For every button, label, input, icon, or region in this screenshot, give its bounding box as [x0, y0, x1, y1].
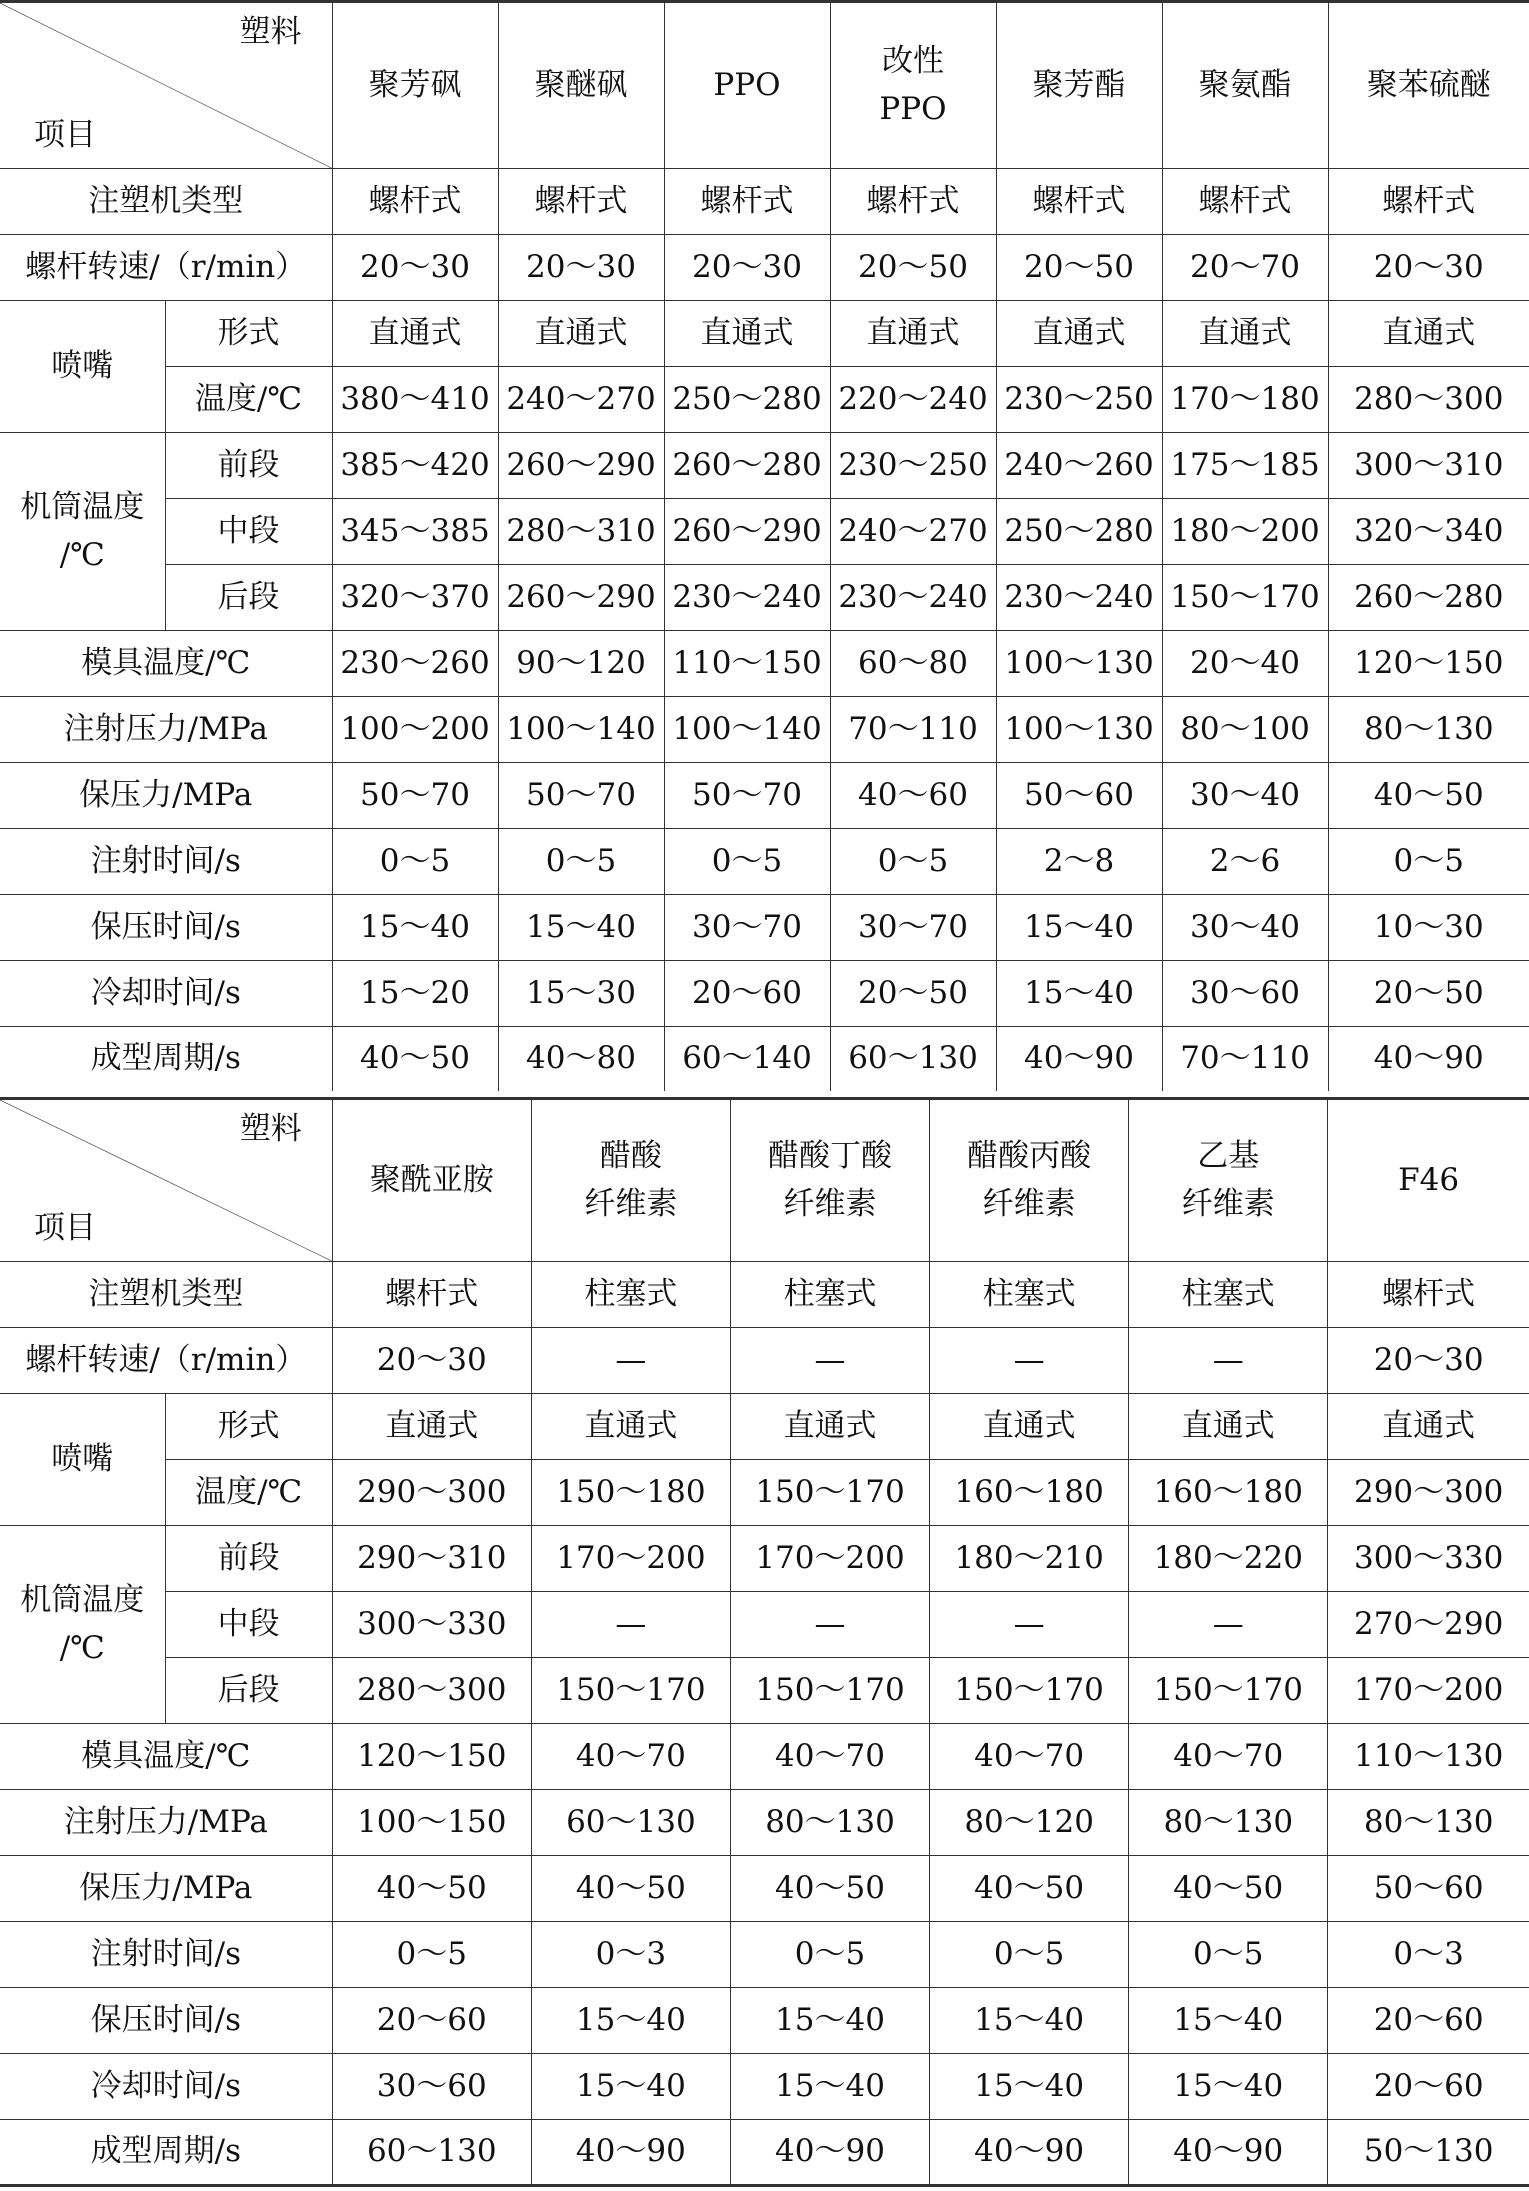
row-label: 冷却时间/s — [0, 2054, 332, 2120]
table-cell: 40～80 — [498, 1027, 664, 1093]
table-cell: 230～240 — [830, 565, 996, 631]
table-cell: 110～150 — [664, 631, 830, 697]
column-header-line1: 醋酸 — [599, 1137, 662, 1174]
table-cell: 15～40 — [1129, 1988, 1328, 2054]
table-cell: 385～420 — [332, 433, 498, 499]
table-cell: 150～170 — [730, 1460, 929, 1526]
table-cell: 直通式 — [930, 1394, 1129, 1460]
row-injection-pressure — [0, 697, 1529, 763]
row-nozzle-form — [0, 301, 1529, 367]
column-header-line1: 醋酸丁酸 — [768, 1137, 892, 1174]
table-cell: 15～40 — [332, 895, 498, 961]
table-cell: 160～180 — [1129, 1460, 1328, 1526]
column-header-line1: 醋酸丙酸 — [967, 1137, 1092, 1174]
table-cell: — — [531, 1328, 730, 1394]
table-cell: 20～30 — [1328, 235, 1529, 301]
row-nozzle-form — [0, 1394, 1529, 1460]
table-cell: 175～185 — [1162, 433, 1328, 499]
table-cell: 30～70 — [664, 895, 830, 961]
table-cell: 30～60 — [1162, 961, 1328, 1027]
table-cell: 螺杆式 — [1328, 1262, 1529, 1328]
table-cell: 150～170 — [730, 1658, 929, 1724]
sub-row-label: 中段 — [165, 499, 332, 565]
group-label-barrel — [0, 433, 165, 631]
table-cell: 直通式 — [730, 1394, 929, 1460]
table-cell: — — [1129, 1328, 1328, 1394]
column-header-line1: 聚芳砜 — [368, 66, 462, 103]
table-cell: 30～60 — [332, 2054, 531, 2120]
row-label: 注塑机类型 — [0, 1262, 332, 1328]
table-cell: 40～50 — [930, 1856, 1129, 1922]
corner-item-label: 项目 — [34, 1210, 96, 1247]
table-cell: 0～5 — [930, 1922, 1129, 1988]
table-cell: 40～90 — [996, 1027, 1162, 1093]
header-corner — [0, 1099, 332, 1262]
table-cell: 30～40 — [1162, 895, 1328, 961]
header-corner — [0, 2, 332, 169]
table-cell: 150～170 — [531, 1658, 730, 1724]
table-cell: 15～40 — [730, 2054, 929, 2120]
table-cell: 0～3 — [531, 1922, 730, 1988]
sub-row-label: 前段 — [165, 1526, 332, 1592]
table-cell: 230～260 — [332, 631, 498, 697]
column-header — [1328, 2, 1529, 169]
table-cell: 180～210 — [930, 1526, 1129, 1592]
row-screw-speed — [0, 235, 1529, 301]
row-barrel-front — [0, 1526, 1529, 1592]
table-cell: 50～70 — [664, 763, 830, 829]
corner-plastic-label: 塑料 — [239, 1111, 302, 1147]
table-cell: 230～250 — [996, 367, 1162, 433]
row-label: 注塑机类型 — [0, 169, 332, 235]
table-cell: 250～280 — [664, 367, 830, 433]
sub-row-label: 后段 — [165, 565, 332, 631]
table-cell: — — [531, 1592, 730, 1658]
corner-item-label: 项目 — [34, 117, 96, 154]
row-label: 注射时间/s — [0, 829, 332, 895]
table-cell: 15～40 — [996, 961, 1162, 1027]
row-label: 保压时间/s — [0, 895, 332, 961]
row-holding-time — [0, 895, 1529, 961]
table-cell: 直通式 — [332, 301, 498, 367]
table-cell: 100～140 — [498, 697, 664, 763]
row-label: 模具温度/℃ — [0, 631, 332, 697]
table-cell: 40～50 — [730, 1856, 929, 1922]
table-cell: 15～40 — [498, 895, 664, 961]
table-cell: 40～90 — [1328, 1027, 1529, 1093]
table-cell: 2～6 — [1162, 829, 1328, 895]
table-1 — [0, 0, 1529, 1094]
table-cell: 40～50 — [1328, 763, 1529, 829]
column-header — [332, 2, 498, 169]
row-barrel-rear — [0, 1658, 1529, 1724]
table-cell: 170～200 — [531, 1526, 730, 1592]
row-injection-time — [0, 1922, 1529, 1988]
table-cell: 0～5 — [830, 829, 996, 895]
table-cell: 80～130 — [1328, 697, 1529, 763]
table-cell: 0～5 — [664, 829, 830, 895]
column-header — [930, 1099, 1129, 1262]
table-cell: 直通式 — [1328, 301, 1529, 367]
row-barrel-front — [0, 433, 1529, 499]
group-label-line1: 机筒温度 — [20, 1581, 145, 1618]
row-nozzle-temp — [0, 367, 1529, 433]
column-header-line1: 聚醚砜 — [534, 66, 628, 103]
sub-row-label: 形式 — [165, 1394, 332, 1460]
table-cell: 70～110 — [1162, 1027, 1328, 1093]
column-header-line1: PPO — [713, 66, 781, 103]
table-cell: 螺杆式 — [332, 1262, 531, 1328]
column-header-line2: PPO — [879, 90, 947, 127]
column-header — [1162, 2, 1328, 169]
table-cell: 50～60 — [996, 763, 1162, 829]
table-cell: 100～130 — [996, 697, 1162, 763]
table-cell: 30～70 — [830, 895, 996, 961]
sub-row-label: 后段 — [165, 1658, 332, 1724]
table-cell: 柱塞式 — [531, 1262, 730, 1328]
table-cell: 240～270 — [498, 367, 664, 433]
column-header-line1: 聚芳酯 — [1032, 66, 1126, 103]
column-header-line1: 聚苯硫醚 — [1366, 66, 1491, 103]
table-cell: 40～50 — [531, 1856, 730, 1922]
row-label: 螺杆转速/（r/min） — [0, 235, 332, 301]
table-cell: 直通式 — [664, 301, 830, 367]
row-cooling-time — [0, 2054, 1529, 2120]
table-cell: 250～280 — [996, 499, 1162, 565]
row-mold-temp — [0, 631, 1529, 697]
table-cell: 150～180 — [531, 1460, 730, 1526]
table-cell: 20～50 — [830, 961, 996, 1027]
table-cell: 15～40 — [930, 2054, 1129, 2120]
column-header — [996, 2, 1162, 169]
table-cell: 260～290 — [664, 499, 830, 565]
row-label: 冷却时间/s — [0, 961, 332, 1027]
table-cell: 15～40 — [930, 1988, 1129, 2054]
table-cell: 100～150 — [332, 1790, 531, 1856]
table-cell: 15～40 — [531, 1988, 730, 2054]
table-cell: 50～60 — [1328, 1856, 1529, 1922]
header-row — [0, 2, 1529, 169]
table-cell: 70～110 — [830, 697, 996, 763]
table-cell: — — [730, 1592, 929, 1658]
row-label: 保压力/MPa — [0, 1856, 332, 1922]
row-cooling-time — [0, 961, 1529, 1027]
table-cell: 60～130 — [531, 1790, 730, 1856]
table-cell: 170～180 — [1162, 367, 1328, 433]
row-holding-pressure — [0, 763, 1529, 829]
table-cell: 90～120 — [498, 631, 664, 697]
table-2 — [0, 1097, 1529, 2187]
table-cell: 直通式 — [996, 301, 1162, 367]
table-cell: 直通式 — [332, 1394, 531, 1460]
row-machine-type — [0, 169, 1529, 235]
row-cycle-time — [0, 1027, 1529, 1093]
table-cell: 20～60 — [332, 1988, 531, 2054]
column-header — [664, 2, 830, 169]
table-cell: 0～5 — [332, 1922, 531, 1988]
sub-row-label: 温度/℃ — [165, 367, 332, 433]
table-cell: 0～5 — [1129, 1922, 1328, 1988]
row-barrel-rear — [0, 565, 1529, 631]
table-cell: 260～290 — [498, 433, 664, 499]
table-cell: 230～240 — [664, 565, 830, 631]
table-cell: 320～340 — [1328, 499, 1529, 565]
table-cell: 50～70 — [332, 763, 498, 829]
table-cell: 柱塞式 — [730, 1262, 929, 1328]
row-label: 注射压力/MPa — [0, 697, 332, 763]
table-cell: 320～370 — [332, 565, 498, 631]
table-cell: 柱塞式 — [930, 1262, 1129, 1328]
table-cell: 80～120 — [930, 1790, 1129, 1856]
table-cell: 直通式 — [1328, 1394, 1529, 1460]
table-cell: 40～70 — [730, 1724, 929, 1790]
table-cell: 20～30 — [1328, 1328, 1529, 1394]
header-row — [0, 1099, 1529, 1262]
table-cell: 110～130 — [1328, 1724, 1529, 1790]
table-cell: 螺杆式 — [1328, 169, 1529, 235]
column-header-line2: 纤维素 — [1181, 1185, 1275, 1222]
table-cell: 20～50 — [1328, 961, 1529, 1027]
table-cell: 80～130 — [1129, 1790, 1328, 1856]
table-cell: 20～60 — [664, 961, 830, 1027]
row-label: 保压时间/s — [0, 1988, 332, 2054]
table-cell: 直通式 — [531, 1394, 730, 1460]
sub-row-label: 形式 — [165, 301, 332, 367]
row-label: 注射压力/MPa — [0, 1790, 332, 1856]
table-cell: 180～220 — [1129, 1526, 1328, 1592]
table-cell: 直通式 — [1129, 1394, 1328, 1460]
table-cell: 螺杆式 — [830, 169, 996, 235]
row-holding-time — [0, 1988, 1529, 2054]
table-cell: 螺杆式 — [332, 169, 498, 235]
row-cycle-time — [0, 2120, 1529, 2186]
table-cell: 20～70 — [1162, 235, 1328, 301]
table-cell: 20～30 — [332, 235, 498, 301]
row-label: 成型周期/s — [0, 1027, 332, 1093]
table-cell: 150～170 — [1129, 1658, 1328, 1724]
table-cell: 80～100 — [1162, 697, 1328, 763]
table-cell: 螺杆式 — [996, 169, 1162, 235]
table-cell: 120～150 — [332, 1724, 531, 1790]
column-header — [1328, 1099, 1529, 1262]
table-cell: 15～20 — [332, 961, 498, 1027]
group-label-line1: 机筒温度 — [20, 488, 145, 525]
column-header-line1: 改性 — [882, 42, 944, 79]
sub-row-label: 温度/℃ — [165, 1460, 332, 1526]
table-cell: — — [1129, 1592, 1328, 1658]
table-cell: 直通式 — [1162, 301, 1328, 367]
table-cell: 170～200 — [730, 1526, 929, 1592]
table-cell: 100～130 — [996, 631, 1162, 697]
table-cell: 300～330 — [1328, 1526, 1529, 1592]
group-label-line2: /℃ — [59, 536, 105, 573]
table-cell: 20～40 — [1162, 631, 1328, 697]
column-header — [830, 2, 996, 169]
column-header — [730, 1099, 929, 1262]
column-header-line1: 聚酰亚胺 — [369, 1161, 494, 1198]
table-cell: 20～30 — [332, 1328, 531, 1394]
table-cell: 240～260 — [996, 433, 1162, 499]
table-cell: 40～60 — [830, 763, 996, 829]
table-cell: 20～30 — [498, 235, 664, 301]
table-cell: 直通式 — [830, 301, 996, 367]
row-machine-type — [0, 1262, 1529, 1328]
column-header-line2: 纤维素 — [783, 1185, 877, 1222]
table-cell: 60～130 — [332, 2120, 531, 2186]
row-injection-time — [0, 829, 1529, 895]
table-cell: 螺杆式 — [1162, 169, 1328, 235]
row-label: 模具温度/℃ — [0, 1724, 332, 1790]
table-cell: 40～70 — [930, 1724, 1129, 1790]
row-barrel-middle — [0, 499, 1529, 565]
table-cell: 260～280 — [1328, 565, 1529, 631]
table-cell: 10～30 — [1328, 895, 1529, 961]
column-header — [332, 1099, 531, 1262]
table-cell: 0～5 — [332, 829, 498, 895]
table-cell: 螺杆式 — [664, 169, 830, 235]
table-cell: 240～270 — [830, 499, 996, 565]
table-cell: 0～5 — [1328, 829, 1529, 895]
table-cell: 345～385 — [332, 499, 498, 565]
row-mold-temp — [0, 1724, 1529, 1790]
table-cell: 螺杆式 — [498, 169, 664, 235]
row-nozzle-temp — [0, 1460, 1529, 1526]
table-cell: 60～130 — [830, 1027, 996, 1093]
table-cell: 160～180 — [930, 1460, 1129, 1526]
table-cell: 100～200 — [332, 697, 498, 763]
table-cell: 0～5 — [730, 1922, 929, 1988]
table-cell: 120～150 — [1328, 631, 1529, 697]
table-cell: 20～60 — [1328, 1988, 1529, 2054]
group-label-nozzle: 喷嘴 — [0, 1394, 165, 1526]
table-cell: 80～130 — [1328, 1790, 1529, 1856]
table-cell: 270～290 — [1328, 1592, 1529, 1658]
table-cell: 15～40 — [1129, 2054, 1328, 2120]
row-label: 注射时间/s — [0, 1922, 332, 1988]
table-cell: 40～90 — [1129, 2120, 1328, 2186]
column-header-line2: 纤维素 — [584, 1185, 678, 1222]
table-cell: 2～8 — [996, 829, 1162, 895]
table-cell: 20～30 — [664, 235, 830, 301]
column-header — [1129, 1099, 1328, 1262]
table-cell: 0～3 — [1328, 1922, 1529, 1988]
row-label: 保压力/MPa — [0, 763, 332, 829]
column-header-line1: F46 — [1398, 1161, 1460, 1198]
table-cell: 40～90 — [730, 2120, 929, 2186]
table-cell: 20～50 — [996, 235, 1162, 301]
table-cell: 20～60 — [1328, 2054, 1529, 2120]
table-cell: 直通式 — [498, 301, 664, 367]
table-cell: 290～310 — [332, 1526, 531, 1592]
column-header-line1: 聚氨酯 — [1198, 66, 1292, 103]
table-cell: 230～250 — [830, 433, 996, 499]
corner-plastic-label: 塑料 — [239, 14, 302, 50]
table-cell: 260～280 — [664, 433, 830, 499]
table-cell: 150～170 — [1162, 565, 1328, 631]
table-cell: 60～80 — [830, 631, 996, 697]
row-injection-pressure — [0, 1790, 1529, 1856]
column-header — [531, 1099, 730, 1262]
table-cell: 30～40 — [1162, 763, 1328, 829]
table-cell: 290～300 — [332, 1460, 531, 1526]
table-cell: 20～50 — [830, 235, 996, 301]
row-label: 成型周期/s — [0, 2120, 332, 2186]
table-cell: 220～240 — [830, 367, 996, 433]
table-cell: 40～70 — [1129, 1724, 1328, 1790]
table-cell: 40～50 — [332, 1856, 531, 1922]
table-cell: 50～130 — [1328, 2120, 1529, 2186]
table-cell: 230～240 — [996, 565, 1162, 631]
table-cell: 80～130 — [730, 1790, 929, 1856]
group-label-barrel — [0, 1526, 165, 1724]
table-cell: 100～140 — [664, 697, 830, 763]
sub-row-label: 中段 — [165, 1592, 332, 1658]
table-cell: 15～30 — [498, 961, 664, 1027]
table-cell: 280～300 — [332, 1658, 531, 1724]
table-cell: 170～200 — [1328, 1658, 1529, 1724]
column-header-line2: 纤维素 — [982, 1185, 1076, 1222]
table-cell: — — [730, 1328, 929, 1394]
table-cell: — — [930, 1592, 1129, 1658]
row-screw-speed — [0, 1328, 1529, 1394]
table-cell: 40～90 — [531, 2120, 730, 2186]
table-cell: 40～50 — [332, 1027, 498, 1093]
table-cell: 380～410 — [332, 367, 498, 433]
table-cell: 15～40 — [996, 895, 1162, 961]
row-label: 螺杆转速/（r/min） — [0, 1328, 332, 1394]
group-label-nozzle: 喷嘴 — [0, 301, 165, 433]
table-cell: 180～200 — [1162, 499, 1328, 565]
table-cell: 60～140 — [664, 1027, 830, 1093]
table-cell: 40～70 — [531, 1724, 730, 1790]
table-cell: 15～40 — [531, 2054, 730, 2120]
row-holding-pressure — [0, 1856, 1529, 1922]
table-cell: 300～330 — [332, 1592, 531, 1658]
table-cell: 50～70 — [498, 763, 664, 829]
row-barrel-middle — [0, 1592, 1529, 1658]
table-cell: 290～300 — [1328, 1460, 1529, 1526]
column-header — [498, 2, 664, 169]
table-cell: 300～310 — [1328, 433, 1529, 499]
table-cell: 150～170 — [930, 1658, 1129, 1724]
table-cell: 40～90 — [930, 2120, 1129, 2186]
table-cell: 柱塞式 — [1129, 1262, 1328, 1328]
table-cell: — — [930, 1328, 1129, 1394]
group-label-line2: /℃ — [59, 1629, 105, 1666]
table-cell: 280～310 — [498, 499, 664, 565]
table-cell: 40～50 — [1129, 1856, 1328, 1922]
table-cell: 260～290 — [498, 565, 664, 631]
table-cell: 0～5 — [498, 829, 664, 895]
sub-row-label: 前段 — [165, 433, 332, 499]
table-cell: 15～40 — [730, 1988, 929, 2054]
column-header-line1: 乙基 — [1197, 1137, 1260, 1174]
table-cell: 280～300 — [1328, 367, 1529, 433]
